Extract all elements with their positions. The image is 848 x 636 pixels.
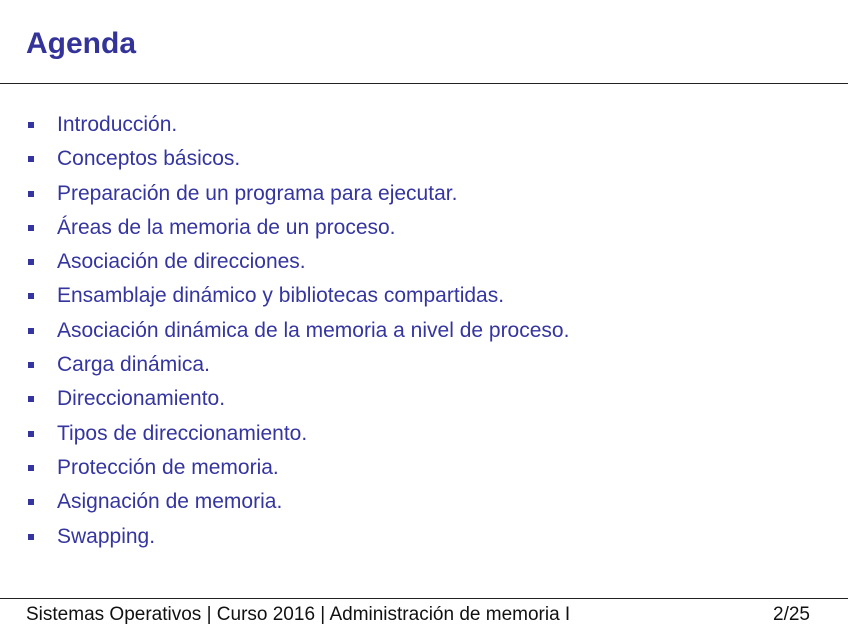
agenda-item-label: Asignación de memoria. — [57, 490, 283, 514]
agenda-item — [0, 382, 569, 416]
square-bullet-icon — [28, 156, 34, 162]
agenda-item-label: Ensamblaje dinámico y bibliotecas compartidas. — [57, 284, 505, 308]
square-bullet-icon — [28, 465, 34, 471]
agenda-item — [0, 142, 569, 176]
agenda-item — [0, 177, 569, 211]
square-bullet-icon — [28, 225, 34, 231]
square-bullet-icon — [28, 328, 34, 334]
footer-divider — [0, 598, 848, 599]
title-divider — [0, 83, 848, 84]
agenda-item-label: Asociación de direcciones. — [57, 250, 306, 274]
agenda-item-label: Introducción. — [57, 113, 178, 136]
square-bullet-icon — [28, 259, 34, 265]
agenda-item — [0, 485, 569, 519]
agenda-item — [0, 417, 569, 451]
footer-caption: Sistemas Operativos | Curso 2016 | Administración de memoria I — [26, 604, 571, 625]
agenda-item-label: Direccionamiento. — [57, 387, 226, 411]
agenda-item-label: Protección de memoria. — [57, 455, 279, 479]
agenda-item — [0, 108, 569, 142]
agenda-item-label: Áreas de la memoria de un proceso. — [57, 215, 396, 239]
agenda-item-label: Swapping. — [57, 524, 156, 548]
agenda-item — [0, 279, 569, 313]
agenda-item-label: Asociación dinámica de la memoria a nivel de proceso. — [57, 318, 570, 342]
agenda-item-label: Carga dinámica. — [57, 353, 210, 377]
agenda-list — [0, 108, 569, 554]
agenda-item — [0, 314, 569, 348]
square-bullet-icon — [28, 499, 34, 505]
agenda-item — [0, 211, 569, 245]
agenda-item — [0, 245, 569, 279]
page-number: 2/25 — [773, 604, 810, 625]
square-bullet-icon — [28, 191, 34, 197]
agenda-item — [0, 520, 569, 554]
square-bullet-icon — [28, 534, 34, 540]
square-bullet-icon — [28, 396, 34, 402]
agenda-item — [0, 348, 569, 382]
square-bullet-icon — [28, 431, 34, 437]
square-bullet-icon — [28, 122, 34, 128]
agenda-item-label: Preparación de un programa para ejecutar. — [57, 181, 458, 205]
agenda-item-label: Tipos de direccionamiento. — [57, 421, 308, 445]
square-bullet-icon — [28, 293, 34, 299]
slide-title: Agenda — [26, 27, 137, 60]
agenda-item-label: Conceptos básicos. — [57, 147, 241, 171]
square-bullet-icon — [28, 362, 34, 368]
agenda-item — [0, 451, 569, 485]
